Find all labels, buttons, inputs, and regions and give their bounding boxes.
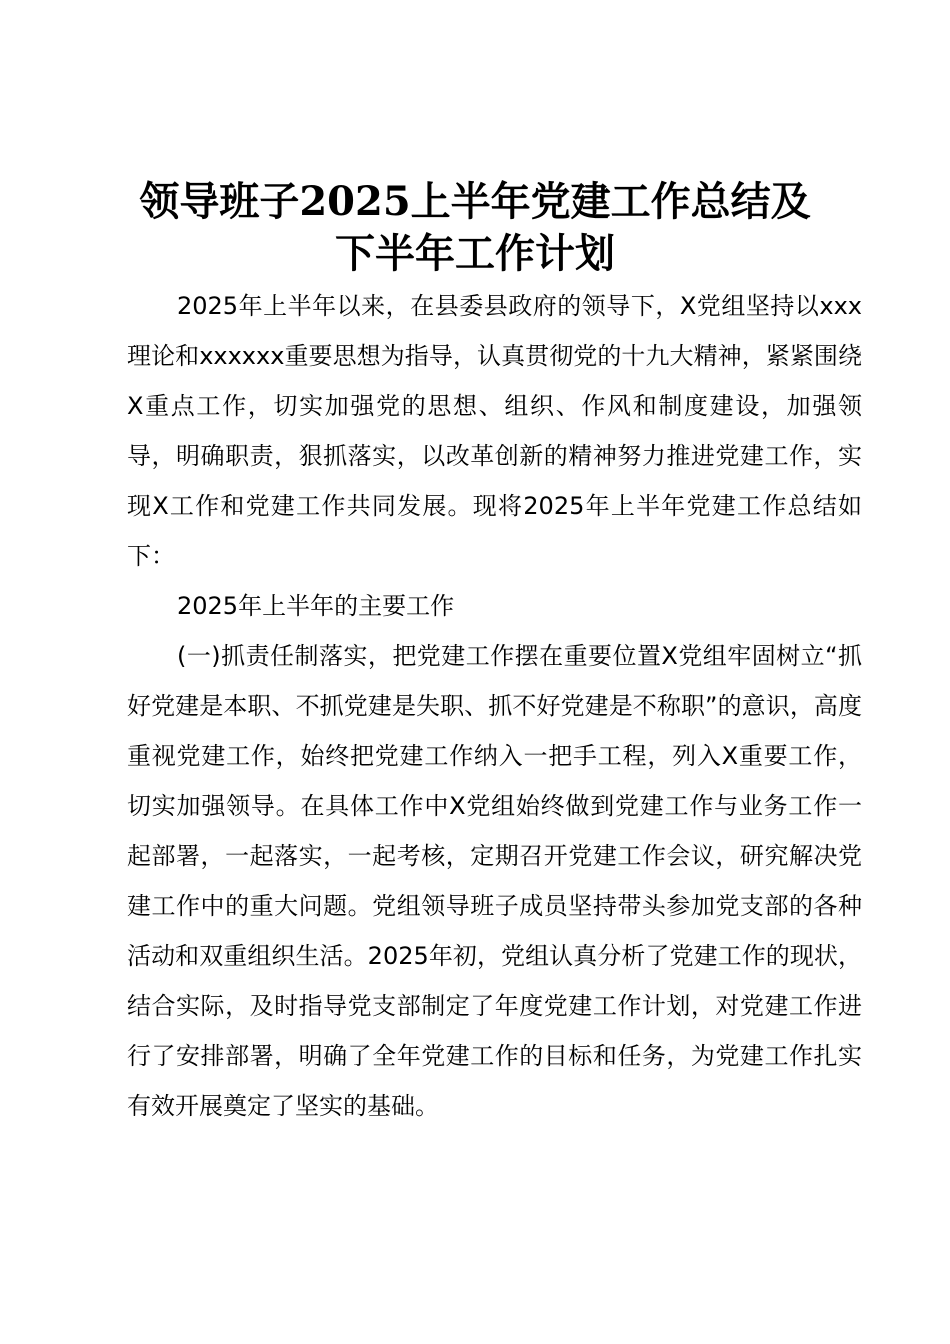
intro-paragraph-block xyxy=(127,281,862,581)
intro-paragraph: 2025年上半年以来，在县委县政府的领导下，X党组坚持以xxx理论和xxxxxx重要思想为指导，认真贯彻党的十九大精神，紧紧围绕X重点工作，切实加强党的思想、组织、作风和制度建设，加强领导，明确职责，狠抓落实，以改革创新的精神努力推进党建工作，实现X工作和党建工作共同发展。现将2025年上半年党建工作总结如下： xyxy=(127,292,862,570)
document-title-line-1: 领导班子2025上半年党建工作总结及 xyxy=(139,178,811,225)
responsibility-paragraph: (一)抓责任制落实，把党建工作摆在重要位置X党组牢固树立“抓好党建是本职、不抓党建是失职、抓不好党建是不称职”的意识，高度重视党建工作，始终把党建工作纳入一把手工程，列入X重要工作，切实加强领导。在具体工作中X党组始终做到党建工作与业务工作一起部署，一起落实，一起考核，定期召开党建工作会议，研究解决党建工作中的重大问题。党组领导班子成员坚持带头参加党支部的各种活动和双重组织生活。2025年初，党组认真分析了党建工作的现状，结合实际，及时指导党支部制定了年度党建工作计划，对党建工作进行了安排部署，明确了全年党建工作的目标和任务，为党建工作扎实有效开展奠定了坚实的基础。 xyxy=(127,642,862,1120)
section-heading-block xyxy=(127,581,862,631)
document-title-line-2: 下半年工作计划 xyxy=(335,230,615,277)
section-heading-main-work: 2025年上半年的主要工作 xyxy=(177,592,455,620)
responsibility-paragraph-block xyxy=(127,631,862,1131)
